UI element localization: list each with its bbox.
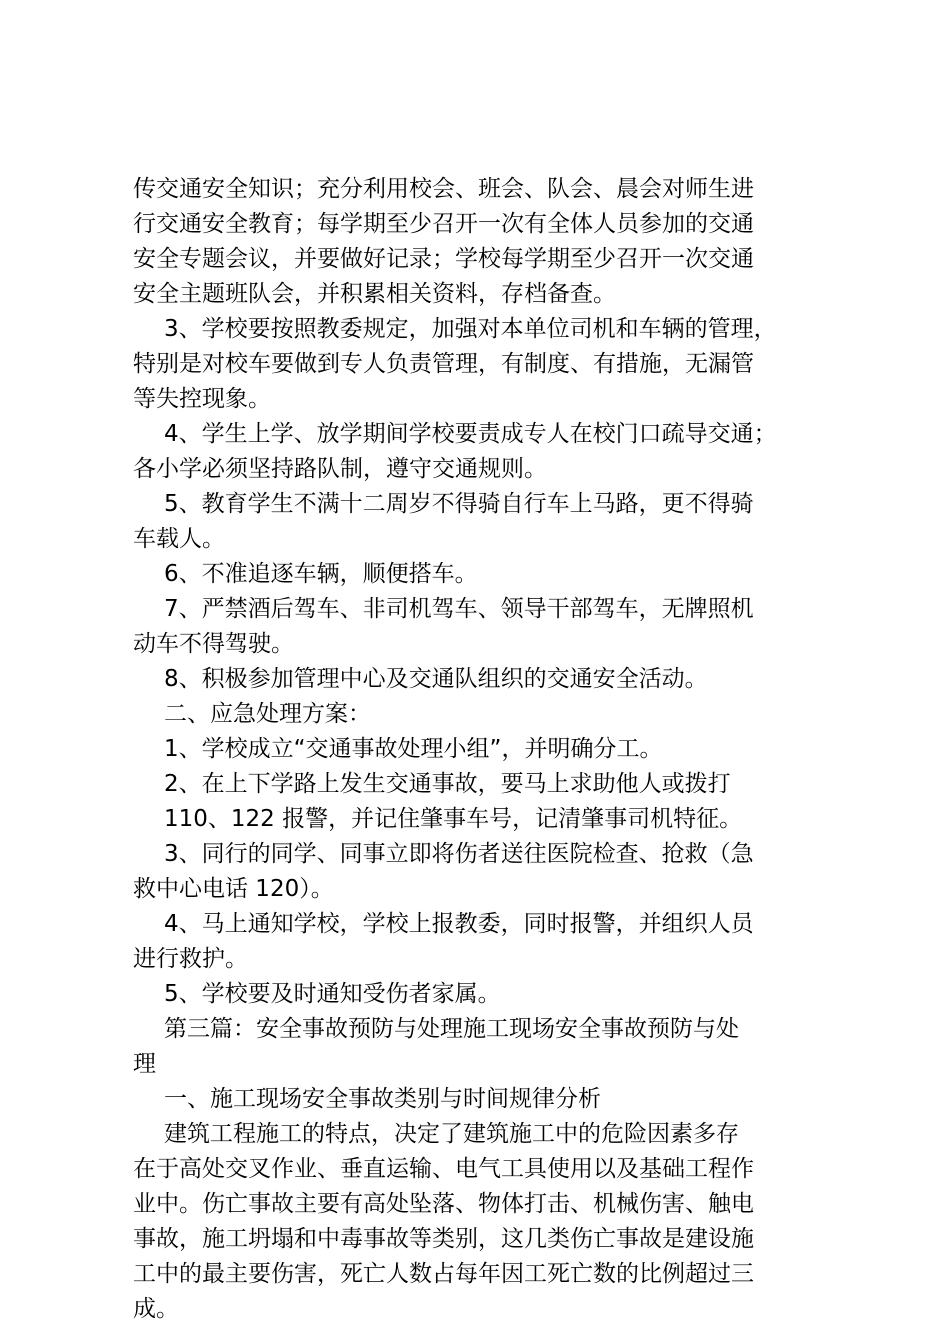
text-line: 4、学生上学、放学期间学校要责成专人在校门口疏导交通；	[164, 421, 777, 447]
text-line: 成。	[133, 1296, 179, 1322]
text-line: 二、应急处理方案：	[164, 701, 371, 727]
text-line: 传交通安全知识；充分利用校会、班会、队会、晨会对师生进	[133, 176, 754, 202]
text-line: 7、严禁酒后驾车、非司机驾车、领导干部驾车，无牌照机	[164, 596, 754, 622]
text-line: 8、积极参加管理中心及交通队组织的交通安全活动。	[164, 666, 708, 692]
text-line: 建筑工程施工的特点，决定了建筑施工中的危险因素多存	[164, 1121, 739, 1147]
text-line: 5、教育学生不满十二周岁不得骑自行车上马路，更不得骑	[164, 491, 754, 517]
text-line: 各小学必须坚持路队制，遵守交通规则。	[133, 456, 547, 482]
text-line: 2、在上下学路上发生交通事故，要马上求助他人或拨打	[164, 771, 731, 797]
text-line: 业中。伤亡事故主要有高处坠落、物体打击、机械伤害、触电	[133, 1191, 754, 1217]
text-line: 安全主题班队会，并积累相关资料，存档备查。	[133, 281, 616, 307]
text-line: 3、同行的同学、同事立即将伤者送往医院检查、抢救（急	[164, 841, 754, 867]
text-line: 第三篇：安全事故预防与处理施工现场安全事故预防与处	[164, 1016, 739, 1042]
text-line: 5、学校要及时通知受伤者家属。	[164, 981, 501, 1007]
text-line: 进行救护。	[133, 946, 248, 972]
text-line: 1、学校成立“交通事故处理小组”，并明确分工。	[164, 736, 663, 762]
text-line: 事故，施工坍塌和中毒事故等类别，这几类伤亡事故是建设施	[133, 1226, 754, 1252]
text-line: 在于高处交叉作业、垂直运输、电气工具使用以及基础工程作	[133, 1156, 754, 1182]
text-line: 110、122 报警，并记住肇事车号，记清肇事司机特征。	[164, 806, 743, 832]
document-body	[133, 172, 833, 1327]
text-line: 工中的最主要伤害，死亡人数占每年因工死亡数的比例超过三	[133, 1261, 754, 1287]
text-line: 3、学校要按照教委规定，加强对本单位司机和车辆的管理，	[164, 316, 777, 342]
text-line: 6、不准追逐车辆，顺便搭车。	[164, 561, 478, 587]
text-line: 救中心电话 120）。	[133, 876, 334, 902]
text-line: 4、马上通知学校，学校上报教委，同时报警，并组织人员	[164, 911, 754, 937]
text-line: 车载人。	[133, 526, 225, 552]
text-line: 安全专题会议，并要做好记录；学校每学期至少召开一次交通	[133, 246, 754, 272]
text-line: 行交通安全教育；每学期至少召开一次有全体人员参加的交通	[133, 211, 754, 237]
text-line: 动车不得驾驶。	[133, 631, 294, 657]
text-line: 等失控现象。	[133, 386, 271, 412]
text-line: 一、施工现场安全事故类别与时间规律分析	[164, 1086, 601, 1112]
text-line: 理	[133, 1051, 156, 1077]
text-line: 特别是对校车要做到专人负责管理，有制度、有措施，无漏管	[133, 351, 754, 377]
